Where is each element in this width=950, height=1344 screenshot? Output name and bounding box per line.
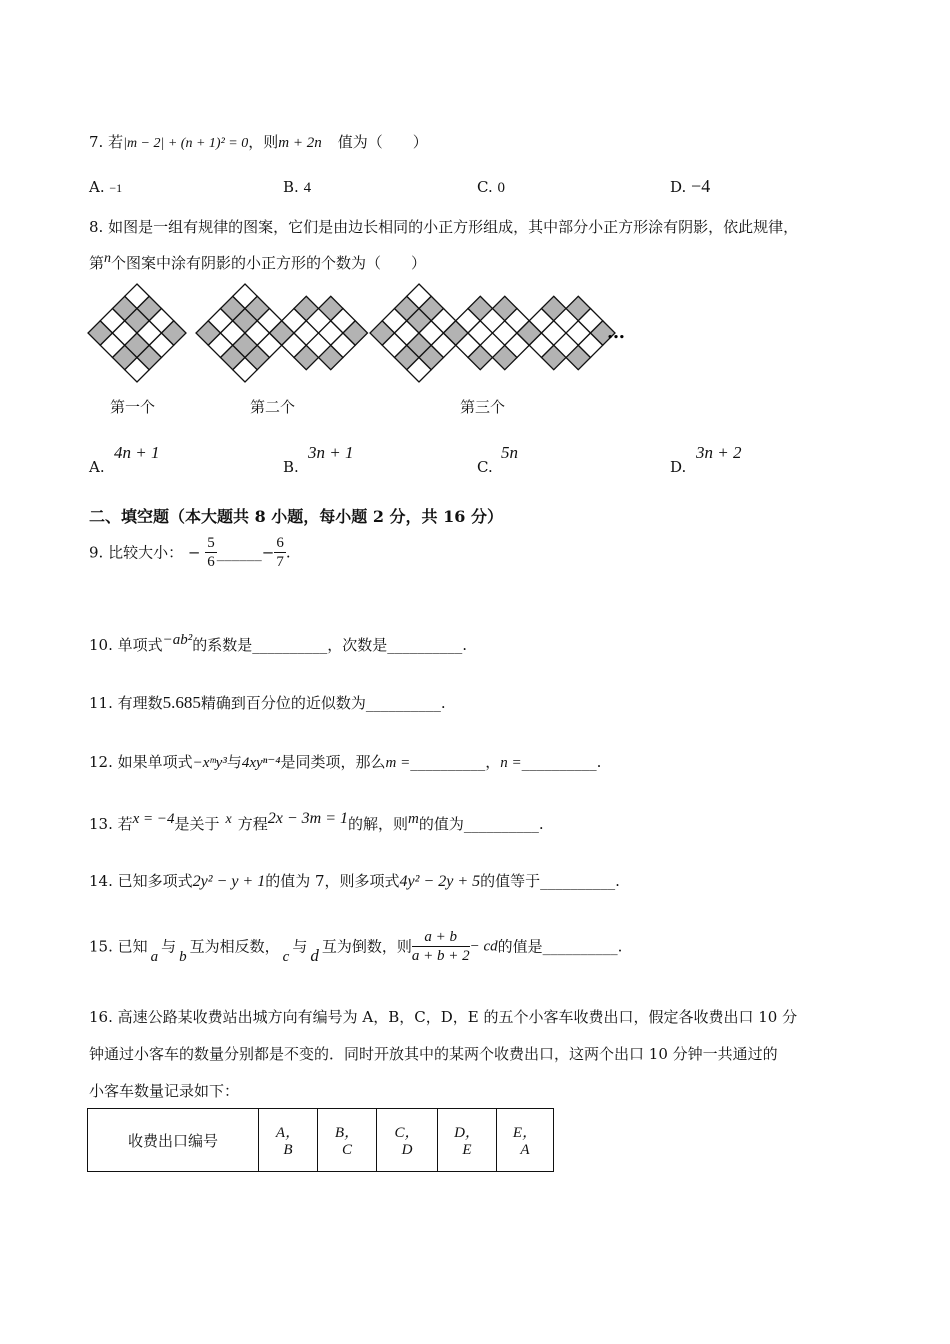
q8-option-d-label: D. <box>670 458 687 476</box>
q7-target-expr: m + 2n <box>278 135 322 151</box>
table-cell-bc: B， C <box>318 1109 377 1172</box>
q7-option-d: D. −4 <box>670 176 711 196</box>
fraction-five-sixths: $\frac{5}{6}$ <box>207 535 215 570</box>
table-cell-de: D， E <box>438 1109 497 1172</box>
pattern-figures <box>80 276 640 392</box>
question-8-line1: 8. 如图是一组有规律的图案，它们是由边长相同的小正方形组成，其中部分小正方形涂有阴影，依此规律， <box>89 218 799 236</box>
question-14: 14. 已知多项式2y² − y + 1的值为 7，则多项式4y² − 2y + 5的值等于__________. <box>89 872 620 890</box>
question-8-line2: 第$^n$个图案中涂有阴影的小正方形的个数为（ ） <box>89 251 427 272</box>
pattern-figure-2 <box>196 284 368 382</box>
q15-fraction: $\frac{a + b}{a + b + 2}$ <box>411 929 470 964</box>
q8-option-d-value: 3n + 2 <box>696 443 742 462</box>
section-title: 二、填空题（本大题共 8 小题，每小题 2 分，共 16 分） <box>89 507 503 526</box>
question-16-line1: 16. 高速公路某收费站出城方向有编号为 A，B，C，D，E 的五个小客车收费出口，假定各收费出口 10 分 <box>89 1008 798 1026</box>
question-12: 12. 如果单项式−xᵐy³与4xyⁿ⁻⁴是同类项，那么m =__________，n =__________. <box>89 753 602 771</box>
exit-table <box>87 1108 554 1172</box>
fraction-six-sevenths: $\frac{6}{7}$ <box>276 535 284 570</box>
q7-option-b: B. 4 <box>283 178 312 196</box>
q8-option-c-label: C. <box>477 458 493 476</box>
table-header-cell: 收费出口编号 <box>88 1109 259 1172</box>
table-cell-ea: E， A <box>497 1109 554 1172</box>
figure-1-caption: 第一个 <box>110 398 156 416</box>
question-13: 13. 若$^{x = -4}$是关于 $^x$ 方程$^{2x - 3m = 1}$的解，则$^m$的值为__________. <box>89 810 544 833</box>
q7-equation: |m − 2| + (n + 1)² = 0 <box>123 136 249 151</box>
pattern-figure-1 <box>88 284 186 382</box>
question-16-line2: 钟通过小客车的数量分别都是不变的．同时开放其中的某两个收费出口，这两个出口 10 分钟一共通过的 <box>89 1045 778 1063</box>
pattern-ellipsis: … <box>607 322 625 343</box>
figure-3-caption: 第三个 <box>460 398 506 416</box>
question-11: 11. 有理数5.685精确到百分位的近似数为__________. <box>89 693 446 712</box>
figure-2-caption: 第二个 <box>250 398 296 416</box>
q7-option-c: C. 0 <box>477 178 505 196</box>
q8-option-b-value: 3n + 1 <box>308 443 354 462</box>
question-10: 10. 单项式$^{-ab^2}$的系数是__________，次数是__________. <box>89 632 468 654</box>
table-cell-ab: A， B <box>259 1109 318 1172</box>
q8-option-a-value: 4n + 1 <box>114 443 160 462</box>
q8-option-b-label: B. <box>283 458 299 476</box>
q8-option-a-label: A. <box>89 458 105 476</box>
question-16-line3: 小客车数量记录如下： <box>89 1082 240 1100</box>
question-9: 9. 比较大小： − $\frac{5}{6}$ ______− $\frac{6}{7}$ . <box>89 535 291 570</box>
question-7-stem: 7. 若|m − 2| + (n + 1)² = 0，则m + 2n 值为（ ） <box>89 133 428 151</box>
table-cell-cd: C， D <box>377 1109 438 1172</box>
q8-option-c-value: 5n <box>501 443 518 462</box>
pattern-figure-3 <box>370 284 615 382</box>
table-row <box>88 1109 554 1172</box>
question-15: 15. 已知a与b互为相反数，c与 d 互为倒数，则 $\frac{a + b}{a + b + 2}$ − cd的值是__________. <box>89 929 623 965</box>
q7-option-a: A. −1 <box>89 178 123 196</box>
